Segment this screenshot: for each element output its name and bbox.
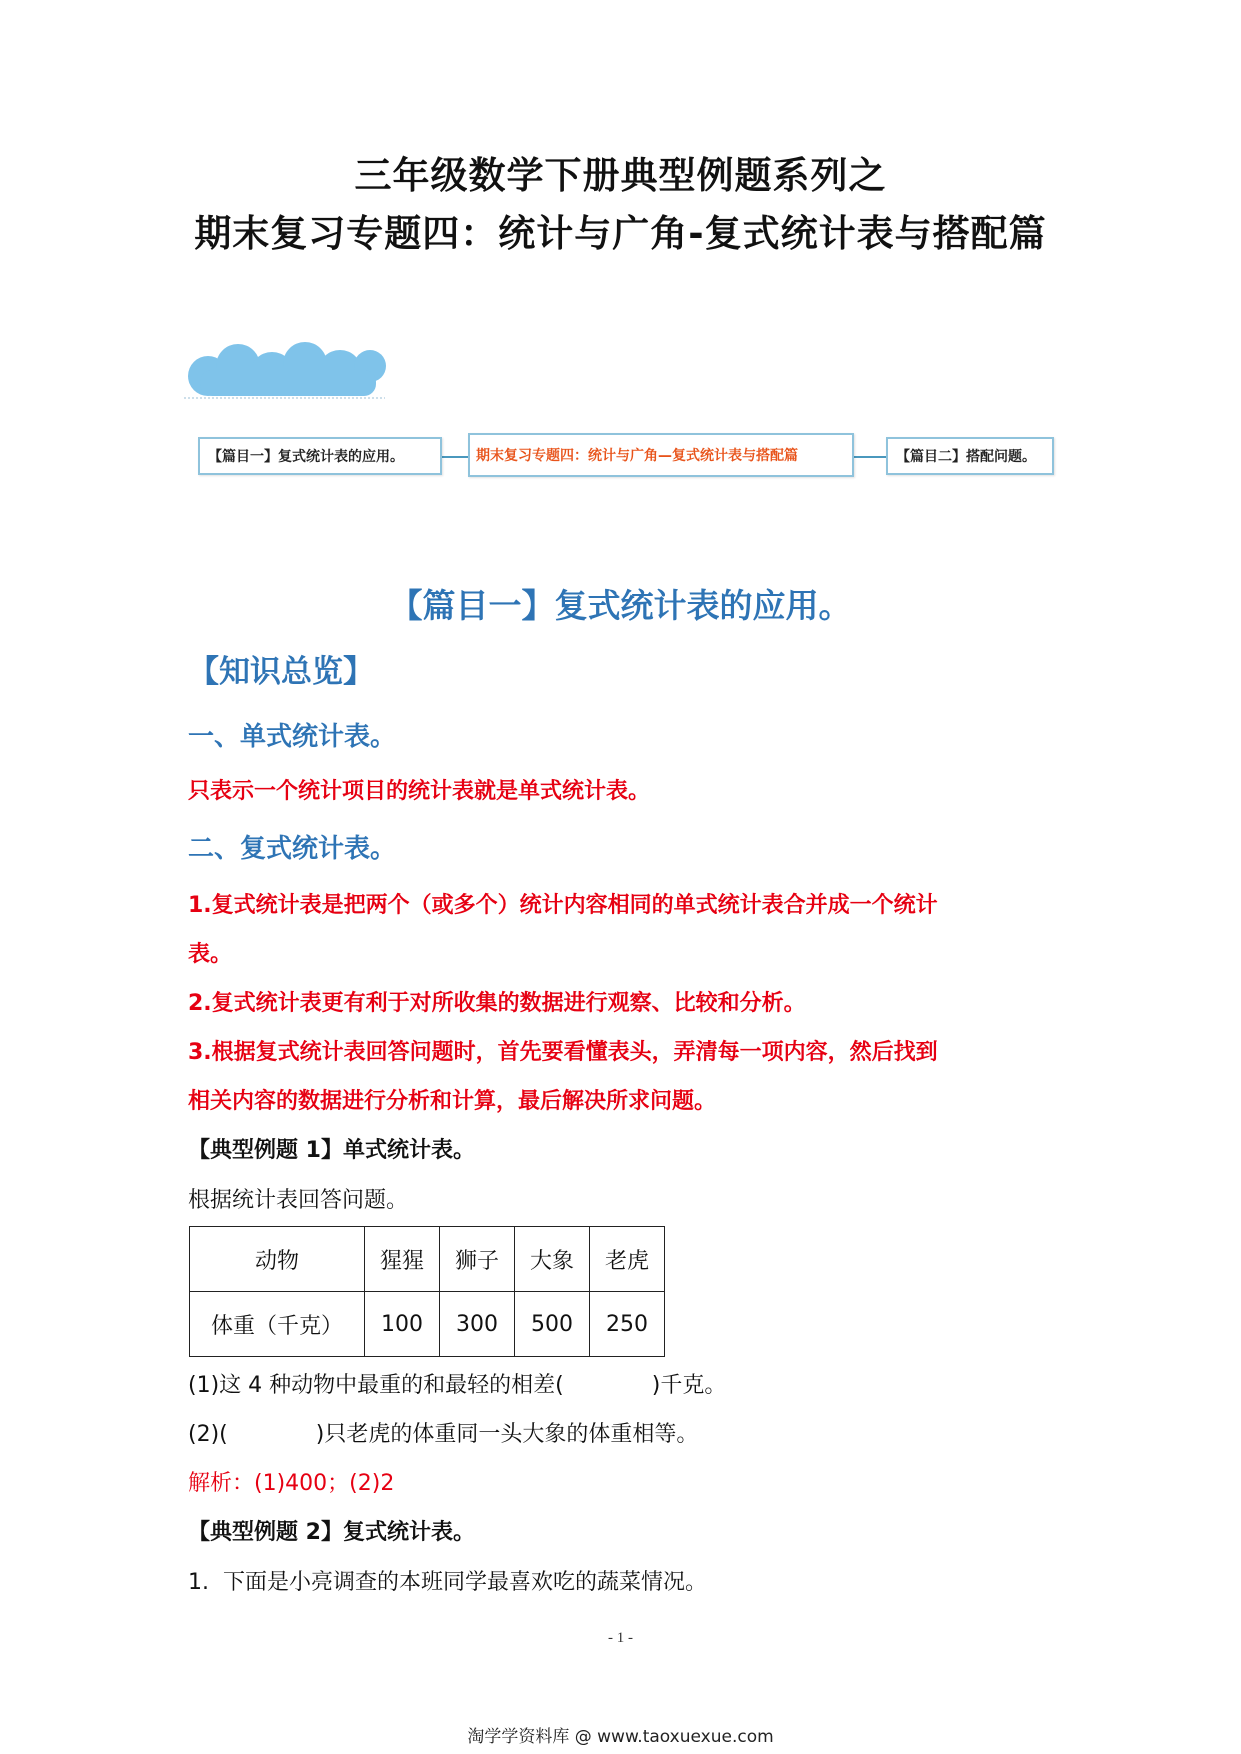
table-cell: 猩猩	[365, 1227, 440, 1292]
connector-line-left	[440, 456, 470, 458]
table-cell: 100	[365, 1292, 440, 1357]
table-row	[190, 1292, 665, 1357]
cloud-logo-icon	[180, 340, 390, 404]
point-2: 2.复式统计表更有利于对所收集的数据进行观察、比较和分析。	[188, 991, 806, 1016]
mindmap-node-right	[886, 437, 1054, 475]
example-1-heading: 【典型例题 1】单式统计表。	[188, 1138, 475, 1163]
table-cell: 250	[590, 1292, 665, 1357]
table-cell: 狮子	[440, 1227, 515, 1292]
example-1-intro: 根据统计表回答问题。	[188, 1188, 409, 1213]
example-1-answer: 解析：(1)400；(2)2	[188, 1471, 395, 1496]
mindmap-node-center	[468, 433, 854, 477]
point-3-line-2: 相关内容的数据进行分析和计算，最后解决所求问题。	[188, 1089, 717, 1114]
table-cell: 500	[515, 1292, 590, 1357]
example-1-question-2: (2)( )只老虎的体重同一头大象的体重相等。	[188, 1422, 699, 1447]
example-2-question-1: 1. 下面是小亮调查的本班同学最喜欢吃的蔬菜情况。	[188, 1570, 707, 1595]
footer-source: 淘学学资料库 @ www.taoxuexue.com	[467, 1727, 774, 1747]
overview-heading: 【知识总览】	[188, 654, 374, 690]
point-3-line-1: 3.根据复式统计表回答问题时，首先要看懂表头，弄清每一项内容，然后找到	[188, 1040, 938, 1065]
section-heading: 【篇目一】复式统计表的应用。	[389, 586, 852, 625]
table-header-row	[190, 1227, 665, 1292]
mindmap-node-right-label: 【篇目二】搭配问题。	[896, 449, 1036, 465]
mindmap-node-center-label: 期末复习专题四：统计与广角—复式统计表与搭配篇	[476, 448, 798, 464]
point-1-line-2: 表。	[188, 942, 233, 967]
connector-line-right	[852, 456, 887, 458]
definition-single-table: 只表示一个统计项目的统计表就是单式统计表。	[188, 779, 651, 804]
table-cell: 体重（千克）	[190, 1292, 365, 1357]
table-cell: 老虎	[590, 1227, 665, 1292]
title-line-1: 三年级数学下册典型例题系列之	[354, 154, 887, 197]
animal-weight-table	[189, 1226, 665, 1357]
subheading-compound-table: 二、复式统计表。	[188, 834, 397, 864]
table-cell: 大象	[515, 1227, 590, 1292]
example-2-heading: 【典型例题 2】复式统计表。	[188, 1520, 475, 1545]
mindmap-node-left-label: 【篇目一】复式统计表的应用。	[208, 449, 404, 465]
table-cell: 300	[440, 1292, 515, 1357]
title-line-2: 期末复习专题四：统计与广角-复式统计表与搭配篇	[194, 212, 1047, 255]
page-number: - 1 -	[608, 1630, 633, 1646]
table-cell: 动物	[190, 1227, 365, 1292]
point-1-line-1: 1.复式统计表是把两个（或多个）统计内容相同的单式统计表合并成一个统计	[188, 893, 938, 918]
example-1-question-1: (1)这 4 种动物中最重的和最轻的相差( )千克。	[188, 1373, 727, 1398]
mindmap-node-left	[198, 437, 442, 475]
subheading-single-table: 一、单式统计表。	[188, 722, 397, 752]
